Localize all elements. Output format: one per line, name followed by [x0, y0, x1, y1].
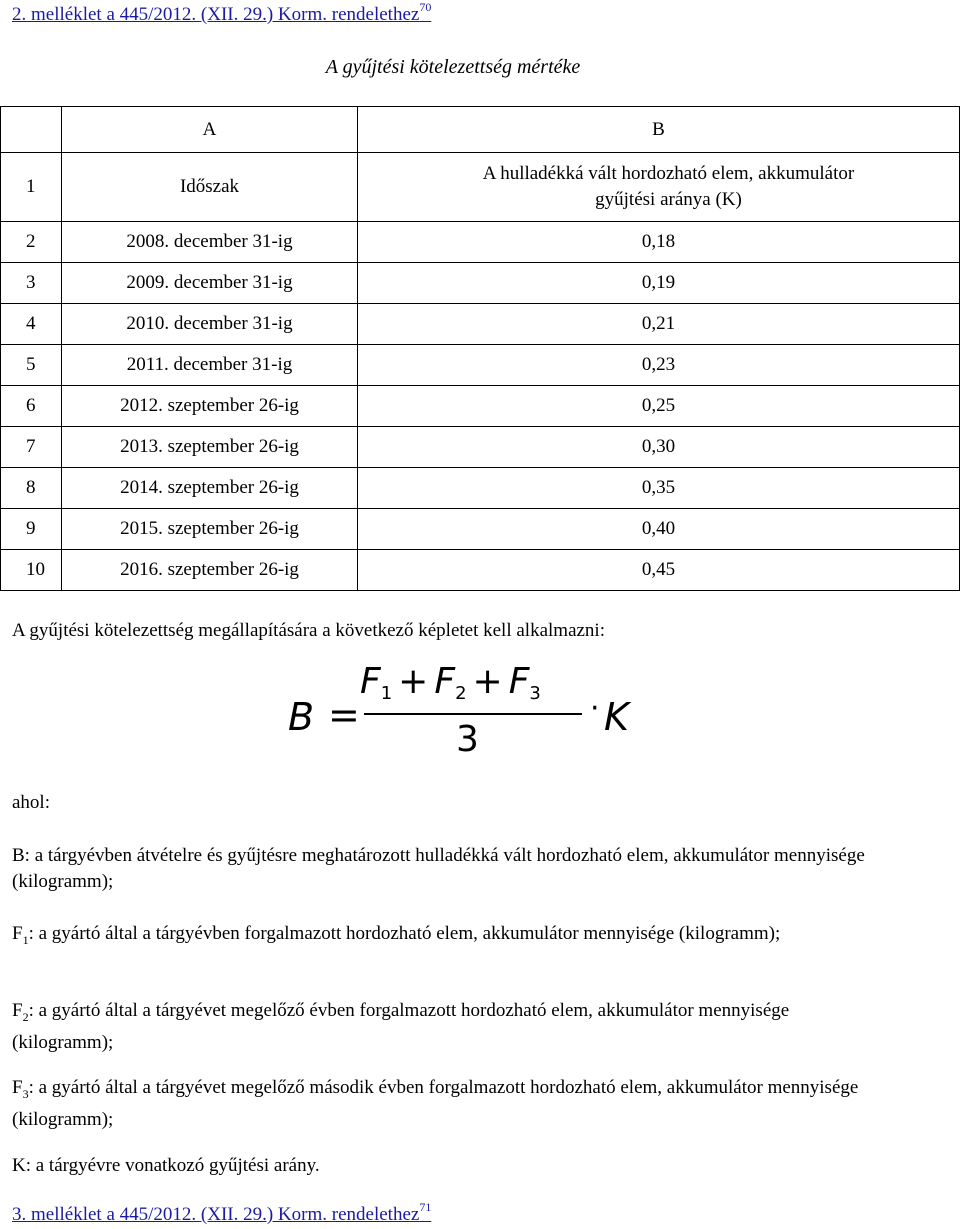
formula-numerator	[360, 661, 541, 704]
table-row	[1, 468, 960, 509]
row-number: 9	[1, 509, 62, 550]
row-number: 5	[1, 345, 62, 386]
table-row	[1, 345, 960, 386]
definition-f1	[12, 921, 892, 953]
rate-header-line-2: gyűjtési aránya (K)	[595, 189, 742, 210]
period-cell: 2012. szeptember 26-ig	[62, 386, 358, 427]
annex-2-link-text: 2. melléklet a 445/2012. (XII. 29.) Korm. rendelethez	[12, 4, 420, 25]
table-row	[1, 427, 960, 468]
definition-f3	[12, 1075, 912, 1133]
row-number: 3	[1, 263, 62, 304]
period-cell: 2009. december 31-ig	[62, 263, 358, 304]
period-cell: 2010. december 31-ig	[62, 304, 358, 345]
formula-multiply-dot: ·	[590, 691, 600, 726]
column-b-header: B	[358, 107, 960, 153]
f1-label: F	[12, 923, 23, 944]
where-label: ahol:	[12, 792, 50, 813]
rate-cell: 0,25	[358, 386, 960, 427]
table-row	[1, 263, 960, 304]
row-number: 4	[1, 304, 62, 345]
period-cell: 2015. szeptember 26-ig	[62, 509, 358, 550]
row-number: 6	[1, 386, 62, 427]
formula-lhs: B	[288, 695, 315, 739]
annex-3-link-text: 3. melléklet a 445/2012. (XII. 29.) Korm. rendelethez	[12, 1204, 420, 1225]
formula-intro: A gyűjtési kötelezettség megállapítására a következő képletet kell alkalmazni:	[12, 620, 605, 641]
rate-cell: 0,35	[358, 468, 960, 509]
f2-subscript: 2	[22, 1009, 29, 1024]
rate-header	[358, 153, 960, 222]
footnote-70[interactable]: 70	[419, 0, 432, 14]
rate-cell: 0,19	[358, 263, 960, 304]
formula-k: K	[604, 695, 629, 739]
f3-label: F	[12, 1077, 23, 1098]
formula-f2: F	[434, 661, 456, 702]
formula-f3-sub: 3	[529, 683, 541, 704]
f3-subscript: 3	[22, 1086, 29, 1101]
formula-equals: =	[328, 693, 360, 737]
table-row	[1, 386, 960, 427]
page-title: A gyűjtési kötelezettség mértéke	[325, 56, 581, 78]
definition-f2	[12, 998, 892, 1056]
footnote-71[interactable]: 71	[419, 1200, 432, 1214]
period-header: Időszak	[62, 153, 358, 222]
f3-text: : a gyártó által a tárgyévet megelőző második évben forgalmazott hordozható elem, akkumulátor mennyisége (kilogramm);	[12, 1077, 859, 1130]
rate-cell: 0,18	[358, 222, 960, 263]
period-cell: 2011. december 31-ig	[62, 345, 358, 386]
period-cell: 2014. szeptember 26-ig	[62, 468, 358, 509]
period-cell: 2016. szeptember 26-ig	[62, 550, 358, 591]
rate-cell: 0,23	[358, 345, 960, 386]
rate-cell: 0,21	[358, 304, 960, 345]
row-number: 7	[1, 427, 62, 468]
column-a-header: A	[62, 107, 358, 153]
period-cell: 2008. december 31-ig	[62, 222, 358, 263]
row-number: 1	[1, 153, 62, 222]
formula-f1-sub: 1	[380, 683, 393, 704]
table-row	[1, 222, 960, 263]
column-letters-row	[1, 107, 960, 153]
formula-plus-2: +	[472, 661, 503, 702]
formula-f1: F	[360, 661, 381, 702]
table-row	[1, 304, 960, 345]
row-number: 8	[1, 468, 62, 509]
rate-cell: 0,30	[358, 427, 960, 468]
fraction-bar	[364, 713, 582, 715]
row-number: 2	[1, 222, 62, 263]
formula-f2-sub: 2	[455, 683, 467, 704]
table-row	[1, 550, 960, 591]
rate-cell: 0,40	[358, 509, 960, 550]
formula-plus-1: +	[398, 661, 429, 702]
f2-label: F	[12, 1000, 23, 1021]
header-row	[1, 153, 960, 222]
corner-cell	[1, 107, 62, 153]
formula	[288, 663, 648, 773]
f1-subscript: 1	[22, 932, 29, 947]
formula-f3: F	[508, 661, 530, 702]
f1-text: : a gyártó által a tárgyévben forgalmazott hordozható elem, akkumulátor mennyisége (kilogramm);	[28, 923, 781, 944]
definition-k: K: a tárgyévre vonatkozó gyűjtési arány.	[12, 1155, 320, 1176]
formula-denominator: 3	[456, 719, 479, 760]
collection-rate-table	[0, 106, 960, 591]
period-cell: 2013. szeptember 26-ig	[62, 427, 358, 468]
annex-2-link[interactable]	[12, 0, 432, 26]
annex-3-link[interactable]	[12, 1200, 432, 1226]
definition-b: B: a tárgyévben átvételre és gyűjtésre meghatározott hulladékká vált hordozható elem, akkumulátor mennyisége (kilogramm);	[12, 845, 865, 892]
rate-cell: 0,45	[358, 550, 960, 591]
table-row	[1, 509, 960, 550]
f2-text: : a gyártó által a tárgyévet megelőző évben forgalmazott hordozható elem, akkumulátor mennyisége (kilogramm);	[12, 1000, 790, 1053]
row-number: 10	[1, 550, 62, 591]
rate-header-line-1: A hulladékká vált hordozható elem, akkumulátor	[482, 163, 855, 184]
